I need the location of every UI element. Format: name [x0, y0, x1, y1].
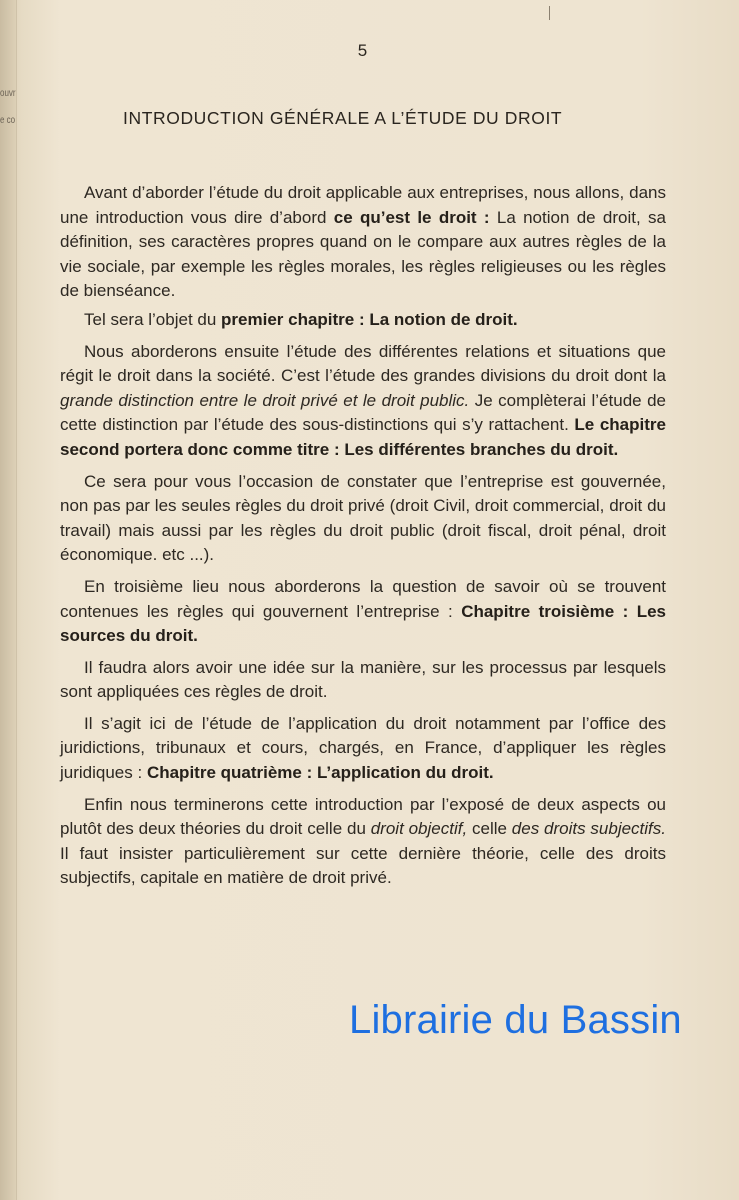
- page-title: INTRODUCTION GÉNÉRALE A L’ÉTUDE DU DROIT: [123, 108, 563, 128]
- paragraph: Enfin nous terminerons cette introduction par l’exposé de deux aspects ou plutôt des deux théories du droit celle du droit objectif, celle des droits subjectifs. Il faut insister particulièrement sur cette dernière théorie, celle des droits subjectifs, capitale en matière de droit privé.: [60, 794, 666, 888]
- paragraph: Il s’agit ici de l’étude de l’application du droit notamment par l’office des juridictions, tribunaux et cours, chargés, en France, d’appliquer les règles juridiques : Chapitre quatrième : L’application du droit.: [60, 713, 666, 783]
- page-mark: [549, 6, 550, 20]
- paragraph: Ce sera pour vous l’occasion de constater que l’entreprise est gouvernée, non pas par les seules règles du droit privé (droit Civil, droit commercial, droit du travail) mais aussi par les règles du droit public (droit fiscal, droit pénal, droit économique. etc ...).: [60, 471, 666, 565]
- margin-fragment: ouvr: [0, 88, 16, 99]
- page-number: 5: [357, 41, 368, 60]
- paragraph: Il faudra alors avoir une idée sur la manière, sur les processus par lesquels sont appliquées ces règles de droit.: [60, 657, 666, 702]
- paragraph: En troisième lieu nous aborderons la question de savoir où se trouvent contenues les règles qui gouvernent l’entreprise : Chapitre troisième : Les sources du droit.: [60, 576, 666, 646]
- paragraph: Nous aborderons ensuite l’étude des différentes relations et situations que régit le droit dans la société. C’est l’étude des grandes divisions du droit dont la grande distinction entre le droit privé et le droit public. Je complèterai l’étude de cette distinction par l’étude des sous-distinctions qui s’y rattachent. Le chapitre second portera donc comme titre : Les différentes branches du droit.: [60, 341, 666, 459]
- watermark-text: Librairie du Bassin: [349, 998, 682, 1042]
- book-gutter: [0, 0, 17, 1200]
- paragraph: Avant d’aborder l’étude du droit applicable aux entreprises, nous allons, dans une introduction vous dire d’abord ce qu’est le droit : La notion de droit, sa définition, ses caractères propres quand on le compare aux autres règles de la vie sociale, par exemple les règles morales, les règles religieuses ou les règles de bienséance.: [60, 183, 666, 301]
- body-text: [60, 181, 666, 898]
- margin-fragment: e co: [0, 115, 16, 126]
- paragraph: Tel sera l’objet du premier chapitre : La notion de droit.: [84, 309, 518, 329]
